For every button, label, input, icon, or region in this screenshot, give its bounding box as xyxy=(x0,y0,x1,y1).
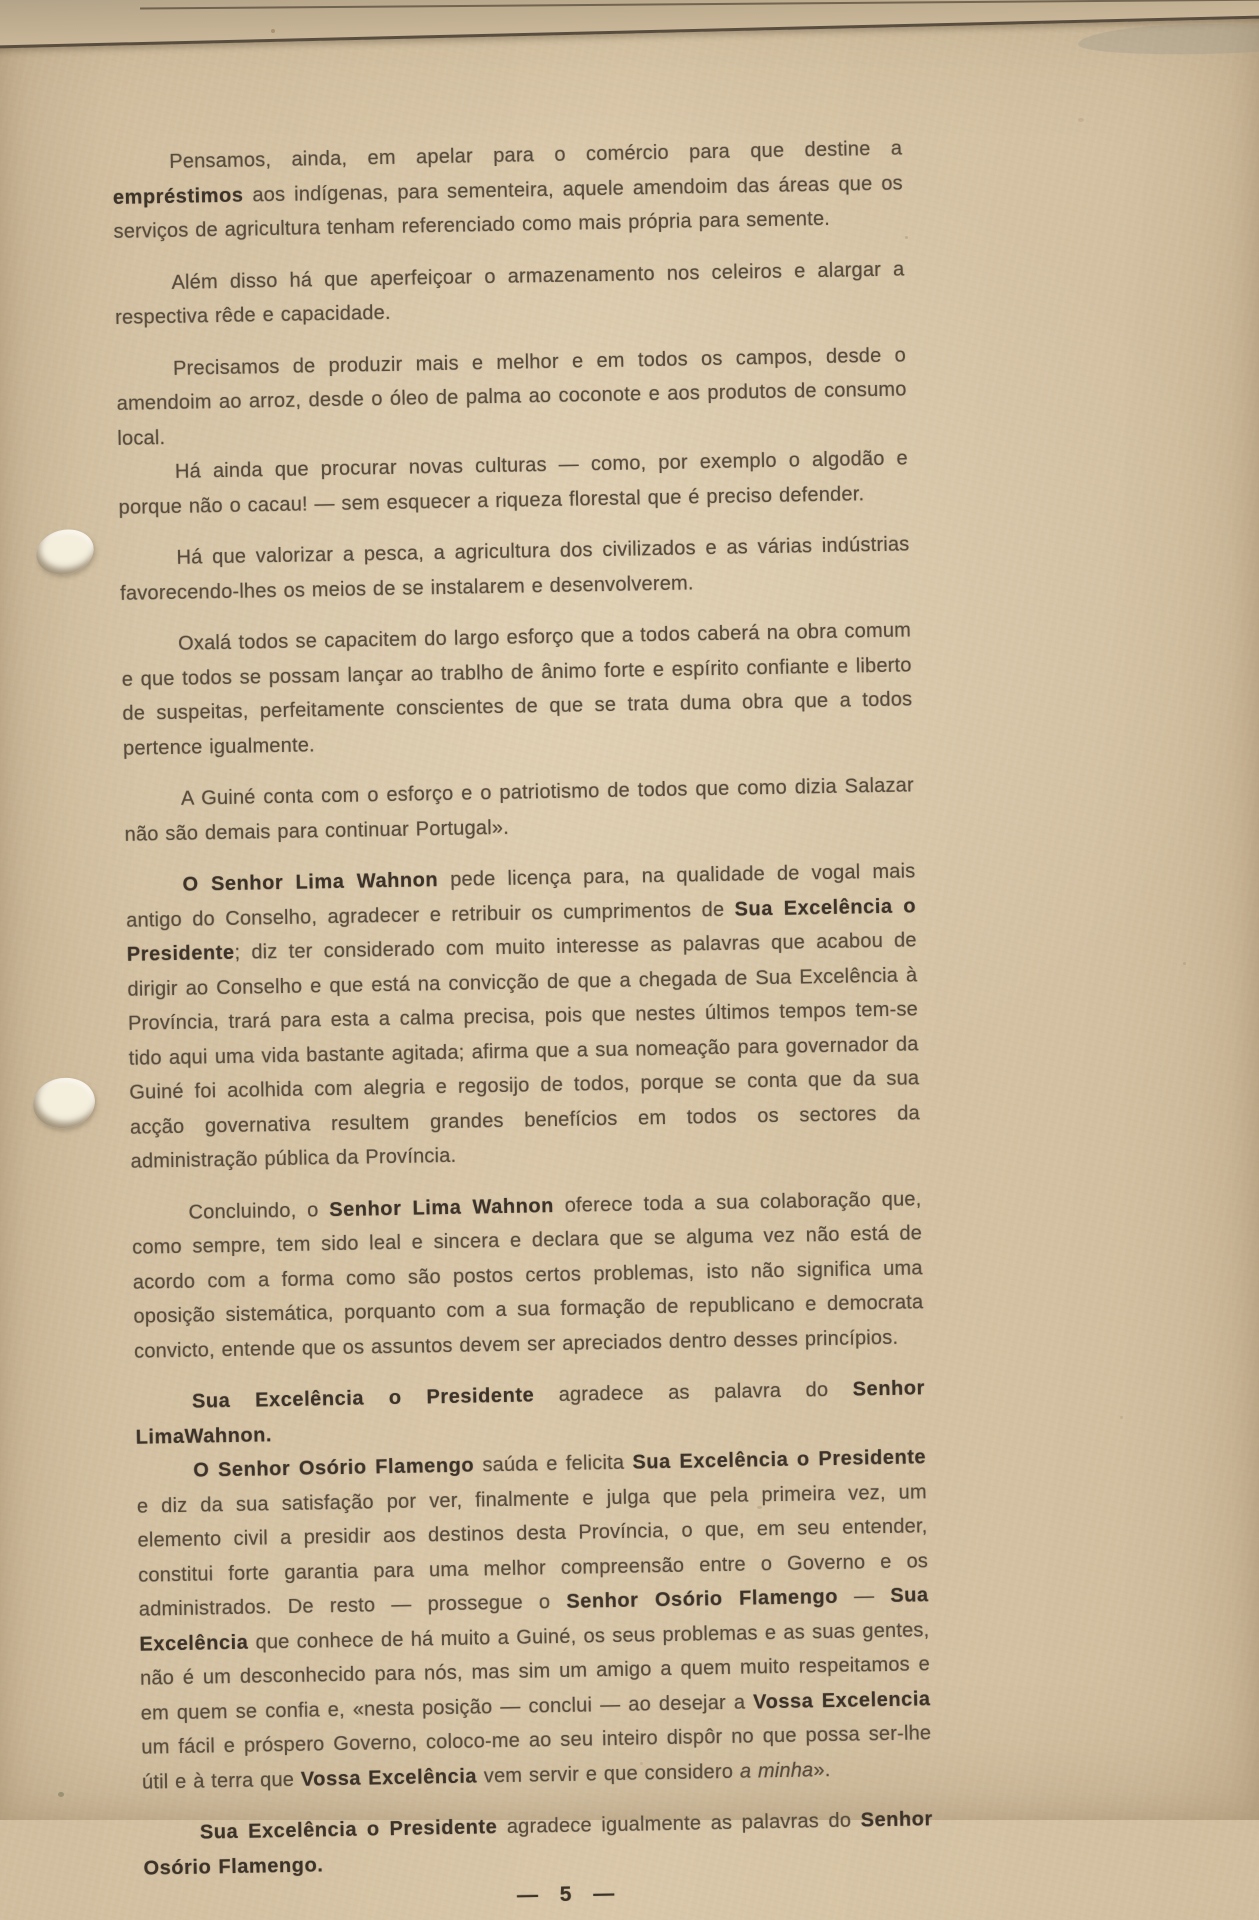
text-run: ». xyxy=(813,1758,831,1781)
text-run: Senhor LimaWahnon. xyxy=(135,1377,926,1449)
text-run: Precisamos de produzir mais e melhor e em todos os campos, desde o amendoim ao arroz, desde o óleo de palma ao coconote e aos produtos de consumo local. xyxy=(116,343,907,450)
text-run: empréstimos xyxy=(112,184,244,209)
text-run: agradece as palavra do xyxy=(534,1378,853,1407)
page-top-smudge xyxy=(1078,21,1259,56)
text-run: um fácil e próspero Governo, coloco-me ao seu inteiro dispôr no que possa ser-lhe útil e à terra que xyxy=(141,1722,932,1794)
paper-speck xyxy=(1078,118,1084,122)
text-run: aos indígenas, para sementeira, aquele amendoim das áreas que os serviços de agricultura tenham referenciado como mais própria para semente. xyxy=(113,172,904,243)
text-run: a minha xyxy=(739,1758,814,1783)
text-run: ; diz ter considerado com muito interesse as palavras que acabou de dirigir ao Conselho e que está na convicção de que a chegada de Sua Excelência à Província, trará para esta a calma precisa, pois que nestes últimos tempos tem-se tido aqui uma vida bastante agitada; afirma que a sua nomeação para governador da Guiné foi acolhida com alegria e regosijo de todos, porque se conta que da sua acção governativa resultem grandes benefícios em todos os sectores da administração pública da Província. xyxy=(127,929,921,1173)
text-run: A Guiné conta com o esforço e o patriotismo de todos que como dizia Salazar não são demais para continuar Portugal». xyxy=(124,774,915,846)
text-run: Oxalá todos se capacitem do largo esforço que a todos caberá na obra comum e que todos se possam lançar ao trablho de ânimo forte e espírito confiante e liberto de suspeitas, perfeitamente conscientes de que se trata duma obra que a todos pertence igualmente. xyxy=(121,619,913,760)
page-number: — 5 — xyxy=(516,1882,619,1907)
text-run: O Senhor Osório Flamengo xyxy=(193,1454,475,1482)
text-run: Sua Excelência o Presidente xyxy=(191,1384,535,1413)
text-run: oferece toda a sua colaboração que, como sempre, tem sido leal e sincera e declara que se alguma vez não está de acordo com a forma como são postos certos problemas, isto não significa uma oposição sistemática, porquanto com a sua formação de republicano e democrata convicto, entende que os assuntos devem ser apreciados dentro desses princípios. xyxy=(131,1187,924,1363)
paper-speck xyxy=(1183,962,1186,965)
text-run: Há ainda que procurar novas culturas — como, por exemplo o algodão e porque não o cacau! — sem esquecer a riqueza florestal que é preciso defender. xyxy=(118,447,909,519)
punch-hole-bottom xyxy=(29,1073,98,1132)
text-run: — xyxy=(837,1584,891,1608)
paragraph-7 xyxy=(124,768,915,851)
text-run: vem servir e que considero xyxy=(476,1760,741,1788)
paper-speck xyxy=(1120,1416,1123,1419)
text-run: Sua Excelência xyxy=(139,1584,929,1656)
paragraph-6 xyxy=(121,613,913,765)
text-run: saúda e felicita xyxy=(473,1451,633,1477)
text-run: Sua Excelência o Presidente xyxy=(199,1816,498,1844)
paragraph-11 xyxy=(136,1440,932,1799)
paragraph-5 xyxy=(119,527,910,610)
text-run: Senhor Osório Flamengo. xyxy=(143,1808,934,1880)
text-run: Senhor Lima Wahnon xyxy=(329,1194,555,1221)
text-run: Além disso há que aperfeiçoar o armazenamento nos celeiros e alargar a respectiva rêde e capacidade. xyxy=(114,258,905,329)
text-run: e diz da sua satisfação por ver, finalmente e julga que pela primeira vez, um elemento civil a presidir aos destinos desta Província, o que, em seu entender, constitui forte garantia para uma melhor compreensão entre o Governo e os administrados. De resto — prossegue o xyxy=(136,1480,929,1621)
text-run: Senhor Osório Flamengo xyxy=(566,1585,839,1613)
paper-speck xyxy=(58,1792,64,1797)
paragraph-3 xyxy=(116,338,908,456)
text-run: que conhece de há muito a Guiné, os seus problemas e as suas gentes, não é um desconhecido para nós, mas sim um amigo a quem muito respeitamos e em quem se confia e, «nesta posição — conclui — ao desejar a xyxy=(139,1618,931,1725)
paper-speck xyxy=(905,236,908,239)
text-run: Vossa Excelência xyxy=(300,1765,478,1791)
text-run: Concluindo, o xyxy=(188,1198,330,1224)
text-run: Vossa Excelencia xyxy=(752,1687,931,1714)
text-run: Pensamos, ainda, em apelar para o comércio para que destine a xyxy=(169,137,903,173)
text-run: Há que valorizar a pesca, a agricultura dos civilizados e as várias indústrias favorecendo-lhes os meios de se instalarem e desenvolverem. xyxy=(119,533,910,605)
punch-hole-top xyxy=(32,524,99,581)
text-run: Sua Excelência o Presidente xyxy=(126,894,917,966)
document-text-block xyxy=(112,132,934,1920)
paper-speck xyxy=(271,29,275,33)
text-run: O Senhor Lima Wahnon xyxy=(182,869,439,896)
text-run: Sua Excelência o Presidente xyxy=(632,1446,927,1474)
text-run: pede licença para, na qualidade de vogal mais antigo do Conselho, agradecer e retribuir os cumprimentos de xyxy=(125,860,916,932)
paragraph-9 xyxy=(131,1182,924,1369)
paragraph-8 xyxy=(125,854,921,1179)
paragraph-1 xyxy=(112,132,904,250)
paragraph-4 xyxy=(118,441,909,524)
text-run: agradece igualmente as palavras do xyxy=(497,1809,861,1839)
paragraph-2 xyxy=(114,252,905,335)
